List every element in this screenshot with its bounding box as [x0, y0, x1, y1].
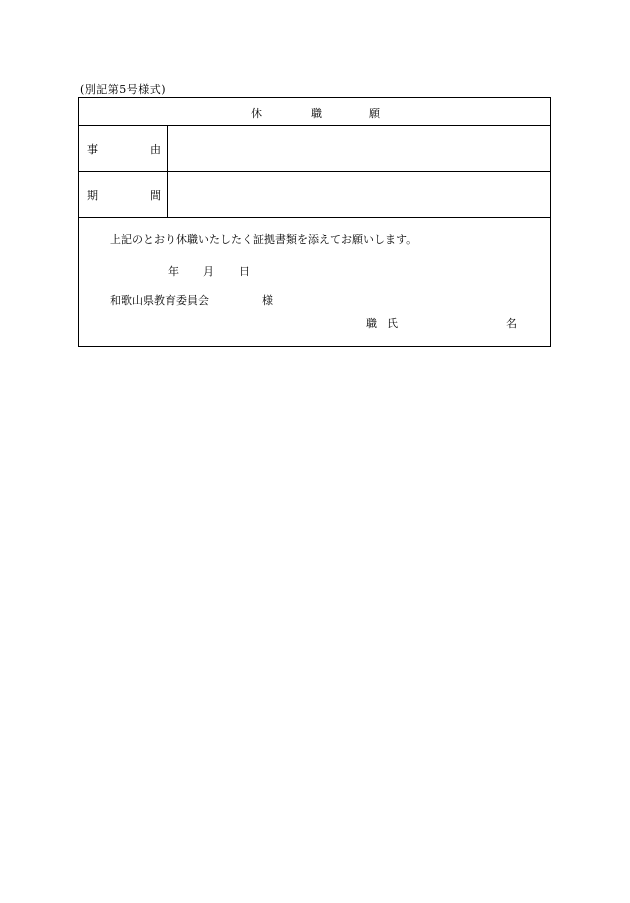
date-month: 月: [203, 265, 214, 278]
form-number-label: (別記第5号様式): [80, 83, 167, 96]
period-label: 期 間: [79, 172, 168, 217]
signature-job-label: 職: [366, 317, 377, 330]
date-day: 日: [239, 265, 250, 278]
date-year: 年: [168, 265, 179, 278]
signature-name-label-2: 名: [506, 317, 517, 330]
leave-application-form: [78, 97, 551, 347]
form-title: [79, 98, 550, 126]
period-row: [79, 172, 550, 218]
title-char-1: 休: [251, 107, 262, 120]
signature-name-label-1: 氏: [387, 317, 398, 330]
reason-label: 事 由: [79, 126, 168, 171]
title-char-3: 願: [369, 107, 380, 120]
statement-text: 上記のとおり休職いたしたく証拠書類を添えてお願いします。: [110, 233, 418, 246]
addressee-honorific: 様: [262, 294, 273, 307]
addressee-name: 和歌山県教育委員会: [110, 294, 209, 307]
application-body: [79, 218, 550, 348]
reason-row: [79, 126, 550, 172]
title-char-2: 職: [311, 107, 322, 120]
reason-field[interactable]: [168, 126, 550, 171]
period-field[interactable]: [168, 172, 550, 217]
